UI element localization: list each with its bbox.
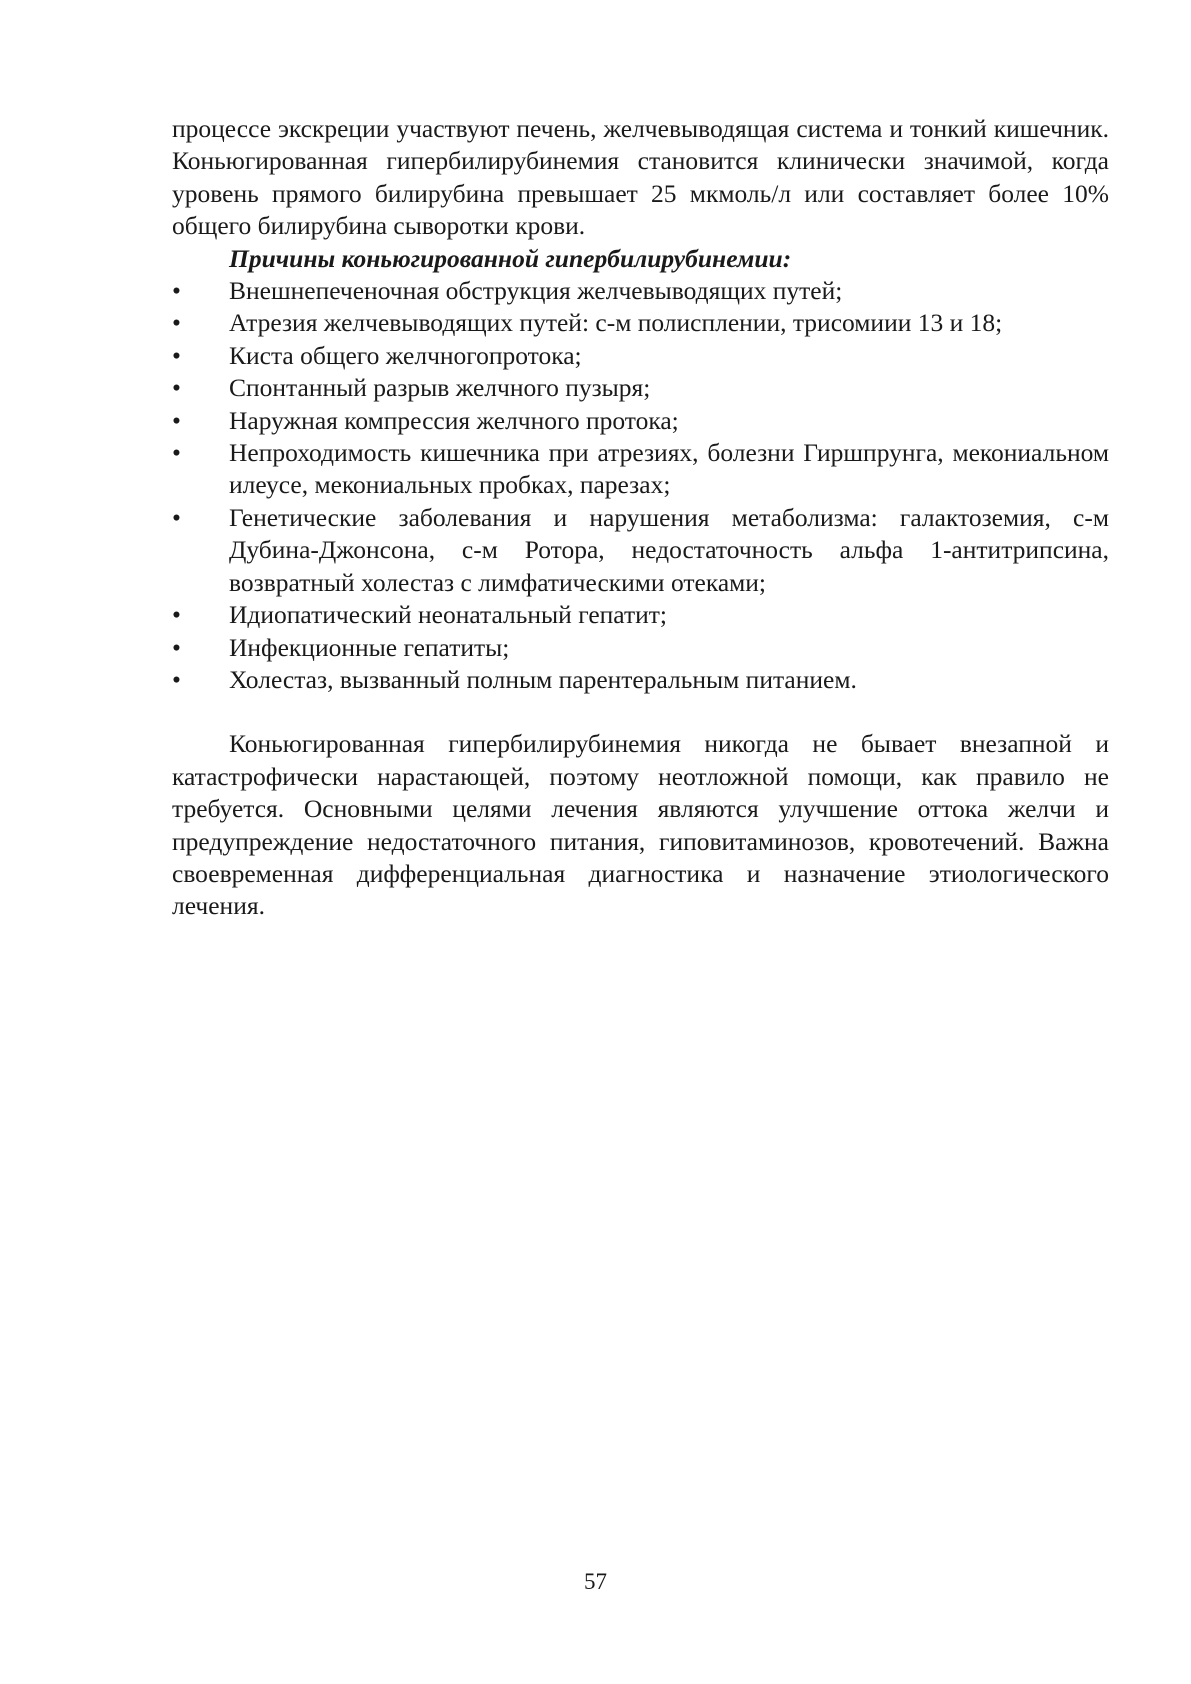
list-item-text: Генетические заболевания и нарушения метаболизма: галактоземия, с-м Дубина-Джонсона, с-м Ротора, недостаточность альфа 1-антитрипсина, возвратный холестаз с лимфатическими отеками; (229, 502, 1109, 597)
page-body (172, 113, 1109, 923)
list-item (172, 372, 1109, 404)
bullet-icon: • (172, 405, 181, 435)
closing-paragraph: Коньюгированная гипербилирубинемия никогда не бывает внезапной и катастрофически нарастающей, поэтому неотложной помощи, как правило не требуется. Основными целями лечения являются улучшение оттока желчи и предупреждение недостаточного питания, гиповитаминозов, кровотечений. Важна своевременная дифференциальная диагностика и назначение этиологического лечения. (172, 729, 1109, 921)
bullet-icon: • (172, 276, 181, 306)
list-item-text: Непроходимость кишечника при атрезиях, болезни Гиршпрунга, мекониальном илеусе, мекониальных пробках, парезах; (229, 438, 1109, 500)
list-item (172, 405, 1109, 437)
bullet-icon: • (172, 438, 181, 468)
bullet-icon: • (172, 632, 181, 662)
bullet-icon: • (172, 600, 181, 630)
list-item-text: Инфекционные гепатиты; (229, 632, 510, 662)
list-item-text: Спонтанный разрыв желчного пузыря; (229, 373, 651, 403)
list-item (172, 340, 1109, 372)
intro-paragraph: процессе экскреции участвуют печень, желчевыводящая система и тонкий кишечник. Коньюгированная гипербилирубинемия становится клинически значимой, когда уровень прямого билирубина превышает 25 мкмоль/л или составляет более 10% общего билирубина сыворотки крови. (172, 114, 1109, 241)
paragraph-spacer (172, 696, 1109, 728)
list-item (172, 437, 1109, 502)
list-item-text: Холестаз, вызванный полным парентеральным питанием. (229, 664, 857, 694)
bullet-icon: • (172, 308, 181, 338)
causes-list (172, 275, 1109, 696)
bullet-icon: • (172, 664, 181, 694)
bullet-icon: • (172, 373, 181, 403)
list-item-text: Атрезия желчевыводящих путей: с-м полисплении, трисомиии 13 и 18; (229, 308, 1003, 338)
list-item (172, 502, 1109, 599)
bullet-icon: • (172, 502, 181, 532)
list-item (172, 664, 1109, 696)
list-item (172, 275, 1109, 307)
list-item (172, 599, 1109, 631)
list-item-text: Наружная компрессия желчного протока; (229, 405, 679, 435)
page-number: 57 (584, 1569, 607, 1594)
causes-heading: Причины коньюгированной гипербилирубинемии: (229, 243, 792, 273)
list-item-text: Внешнепеченочная обструкция желчевыводящих путей; (229, 276, 843, 306)
list-item-text: Киста общего желчногопротока; (229, 340, 582, 370)
list-item (172, 307, 1109, 339)
list-item-text: Идиопатический неонатальный гепатит; (229, 600, 667, 630)
bullet-icon: • (172, 340, 181, 370)
list-item (172, 632, 1109, 664)
